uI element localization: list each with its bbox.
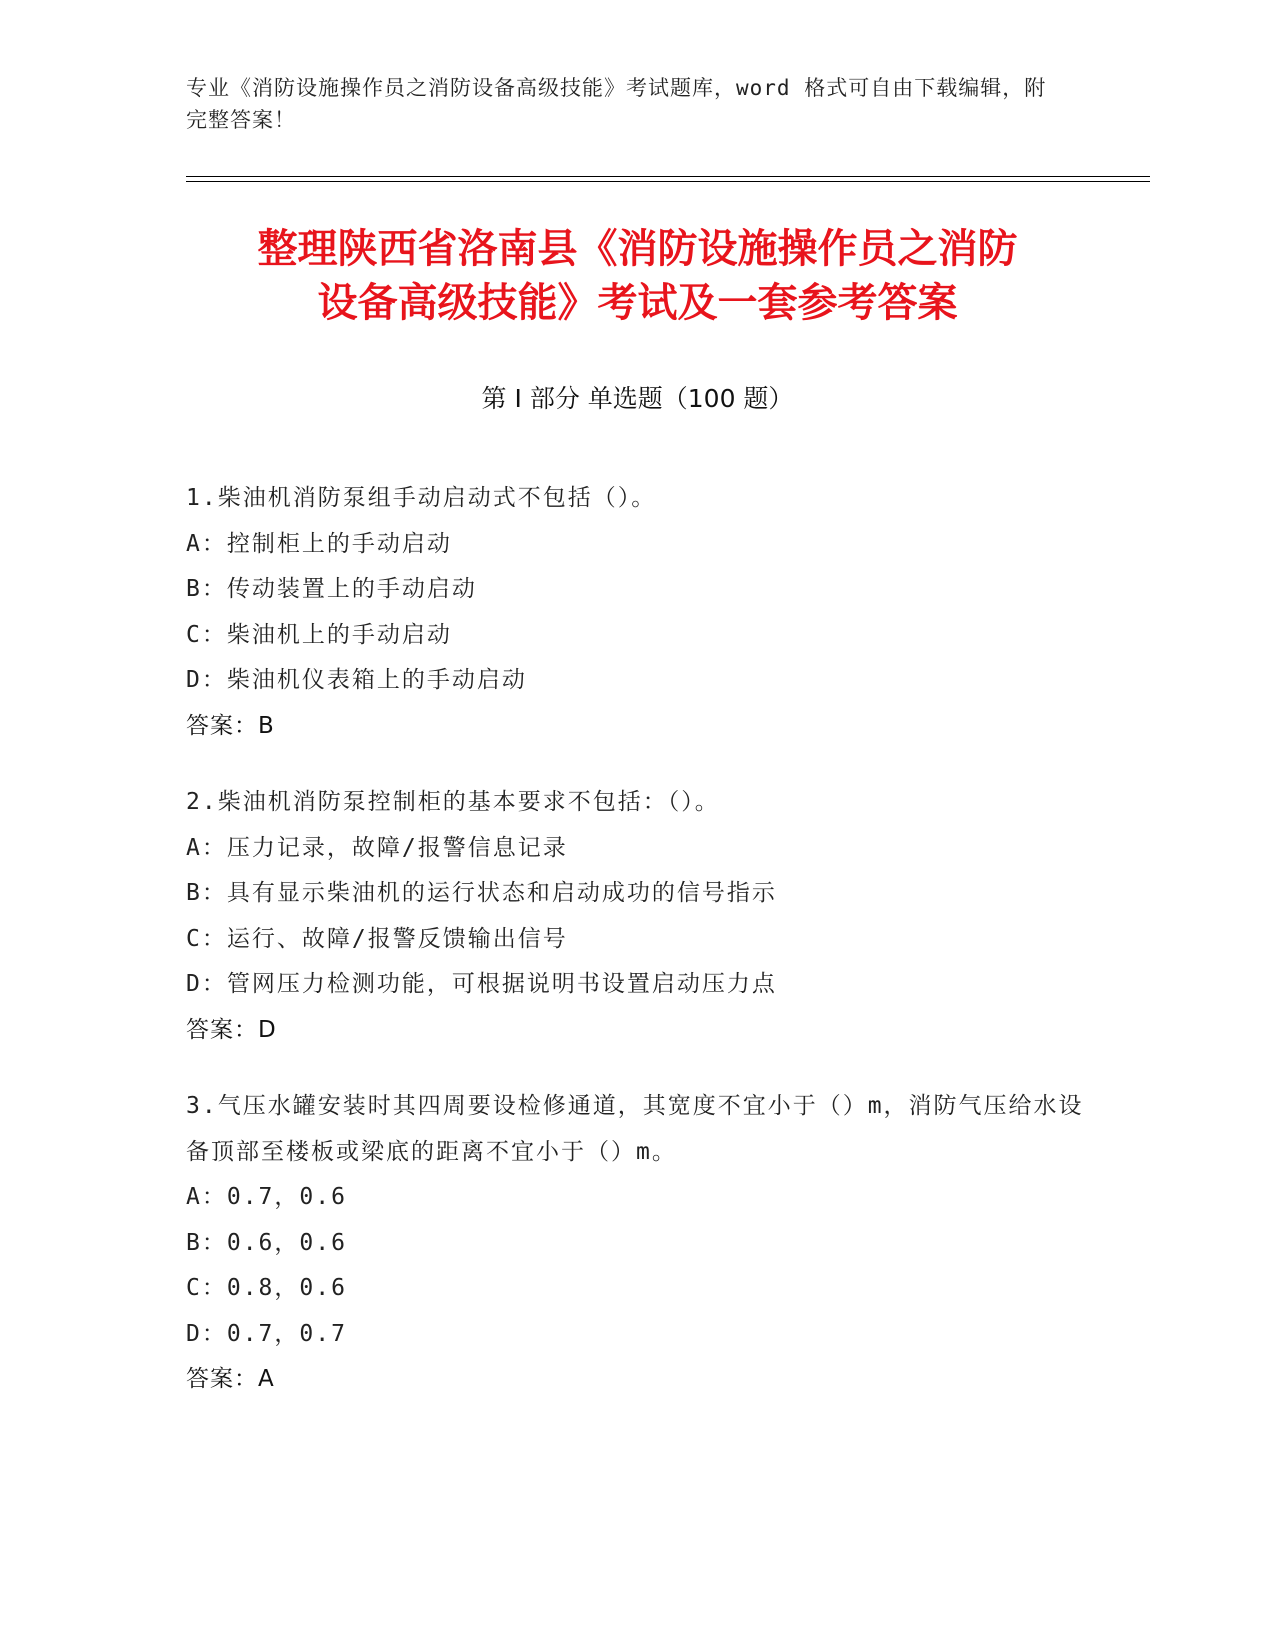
header-note: 专业《消防设施操作员之消防设备高级技能》考试题库，word 格式可自由下载编辑，附完整答案！ xyxy=(186,76,1047,132)
question-3 xyxy=(186,1084,1086,1403)
answer: 答案：A xyxy=(186,1366,275,1392)
question-stem: 1.柴油机消防泵组手动启动式不包括（）。 xyxy=(186,485,657,511)
question-2 xyxy=(186,780,1086,1053)
section-heading: 第 I 部分 单选题（100 题） xyxy=(481,384,794,413)
option-d: D：0.7，0.7 xyxy=(186,1320,347,1347)
question-list xyxy=(186,476,1086,1434)
option-d: D：柴油机仪表箱上的手动启动 xyxy=(186,667,527,693)
option-a: A：0.7，0.6 xyxy=(186,1184,347,1210)
document-title-line-1: 整理陕西省洛南县《消防设施操作员之消防 xyxy=(257,226,1018,272)
option-c: C：运行、故障/报警反馈输出信号 xyxy=(186,925,568,952)
question-1 xyxy=(186,476,1086,749)
answer: 答案：D xyxy=(186,1016,277,1043)
option-a: A：压力记录，故障/报警信息记录 xyxy=(186,834,568,861)
header-divider-top xyxy=(186,176,1150,177)
header-divider-bottom xyxy=(186,181,1150,182)
question-stem: 2.柴油机消防泵控制柜的基本要求不包括：（）。 xyxy=(186,789,720,815)
document-title-line-2: 设备高级技能》考试及一套参考答案 xyxy=(317,280,958,326)
document-title xyxy=(170,222,1105,330)
option-b: B：传动装置上的手动启动 xyxy=(186,576,477,602)
option-d: D：管网压力检测功能，可根据说明书设置启动压力点 xyxy=(186,971,777,997)
option-b: B：0.6，0.6 xyxy=(186,1229,347,1256)
option-c: C：柴油机上的手动启动 xyxy=(186,621,452,648)
question-stem: 3.气压水罐安装时其四周要设检修通道，其宽度不宜小于（）m，消防气压给水设备顶部至楼板或梁底的距离不宜小于（）m。 xyxy=(186,1093,1084,1165)
option-a: A：控制柜上的手动启动 xyxy=(186,530,452,557)
option-b: B：具有显示柴油机的运行状态和启动成功的信号指示 xyxy=(186,880,777,906)
answer: 答案：B xyxy=(186,712,275,739)
option-c: C：0.8，0.6 xyxy=(186,1275,347,1301)
